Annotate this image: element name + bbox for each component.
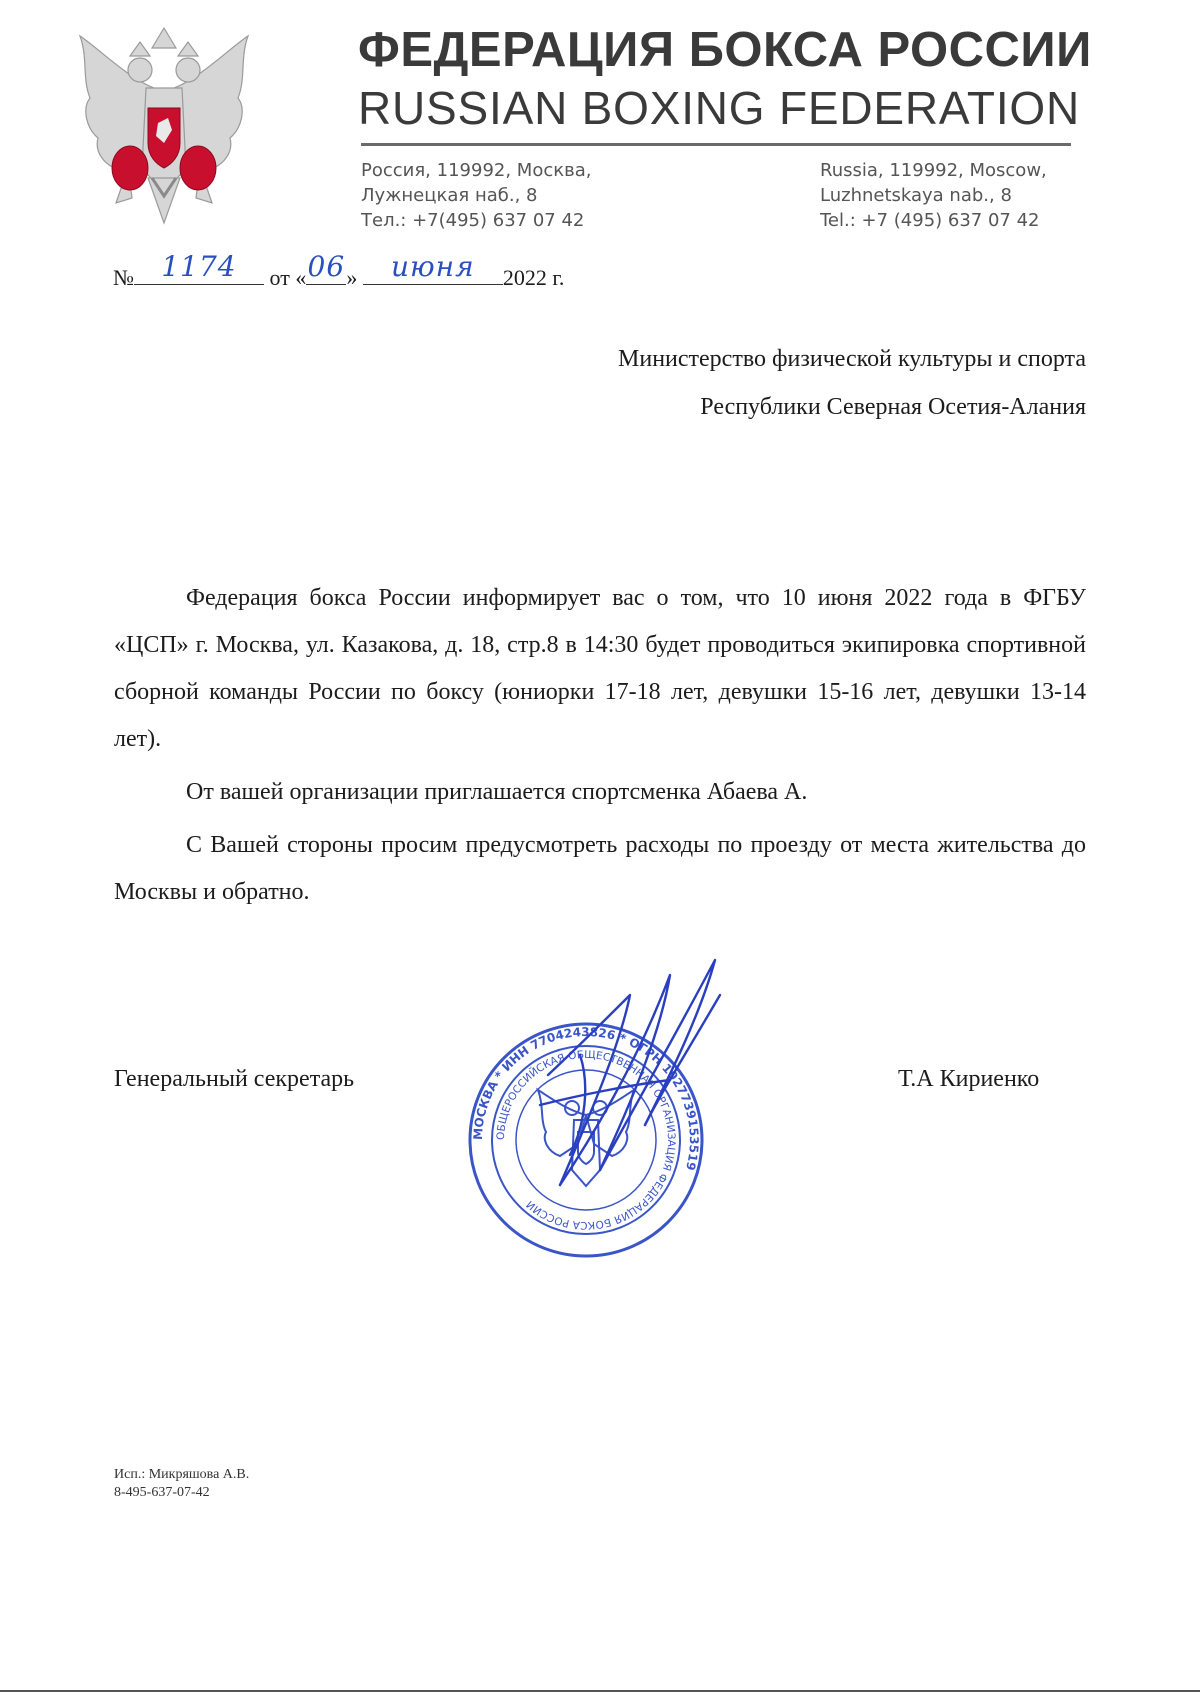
body-paragraph: От вашей организации приглашается спортсменка Абаева А. bbox=[186, 779, 808, 805]
address-en-line: Russia, 119992, Moscow, bbox=[820, 160, 1047, 181]
year-label: 2022 г. bbox=[502, 265, 565, 290]
stamp-ring-text: МОСКВА * ИНН 7704243826 * ОГРН 1027739153519 bbox=[470, 1024, 702, 1172]
from-label: от bbox=[269, 265, 290, 290]
letterhead-divider bbox=[361, 143, 1071, 146]
address-ru-line: Россия, 119992, Москва, bbox=[361, 160, 592, 181]
stamp-outer-text: ОБЩЕРОССИЙСКАЯ ОБЩЕСТВЕННАЯ ОРГАНИЗАЦИЯ ФЕДЕРАЦИЯ БОКСА РОССИИ bbox=[494, 1048, 678, 1232]
letter-body bbox=[114, 575, 1086, 922]
reference-line bbox=[113, 250, 565, 291]
month-handwritten: июня bbox=[390, 250, 475, 283]
handwritten-signature-icon bbox=[520, 955, 740, 1205]
address-ru bbox=[361, 158, 591, 233]
day-handwritten: 06 bbox=[307, 250, 346, 283]
number-prefix: № bbox=[113, 265, 134, 290]
addressee-line: Министерство физической культуры и спорта bbox=[618, 346, 1086, 372]
organization-name-ru: ФЕДЕРАЦИЯ БОКСА РОССИИ bbox=[358, 23, 1092, 77]
executor-name: Исп.: Микряшова А.В. bbox=[114, 1467, 250, 1482]
double-headed-eagle-emblem-icon bbox=[68, 18, 260, 230]
signatory-title: Генеральный секретарь bbox=[114, 1066, 355, 1092]
signatory-name: Т.А Кириенко bbox=[898, 1066, 1040, 1092]
number-handwritten: 1174 bbox=[161, 250, 237, 283]
close-quote: » bbox=[346, 265, 358, 290]
body-paragraph: С Вашей стороны просим предусмотреть расходы по проезду от места жительства до Москвы и обратно. bbox=[114, 832, 1086, 905]
month-field bbox=[363, 250, 503, 285]
address-ru-line: Тел.: +7(495) 637 07 42 bbox=[361, 210, 585, 231]
open-quote: « bbox=[295, 265, 307, 290]
address-en-line: Luzhnetskaya nab., 8 bbox=[820, 185, 1012, 206]
page-edge-line bbox=[0, 1690, 1200, 1692]
address-ru-line: Лужнецкая наб., 8 bbox=[361, 185, 538, 206]
organization-name-en: RUSSIAN BOXING FEDERATION bbox=[358, 82, 1081, 134]
body-paragraph: Федерация бокса России информирует вас о том, что 10 июня 2022 года в ФГБУ «ЦСП» г. Москва, ул. Казакова, д. 18, стр.8 в 14:30 будет проводиться экипировка спортивной сборной команды России по боксу (юниорки 17-18 лет, девушки 15-16 лет, девушки 13-14 лет). bbox=[114, 585, 1086, 752]
organization-name bbox=[358, 23, 1092, 134]
addressee-line: Республики Северная Осетия-Алания bbox=[700, 394, 1086, 420]
addressee bbox=[618, 335, 1086, 431]
executor-info bbox=[114, 1466, 249, 1502]
executor-phone: 8-495-637-07-42 bbox=[114, 1485, 210, 1500]
number-field bbox=[134, 250, 264, 285]
day-field bbox=[306, 250, 346, 285]
address-en-line: Tel.: +7 (495) 637 07 42 bbox=[820, 210, 1040, 231]
address-en bbox=[820, 158, 1047, 233]
